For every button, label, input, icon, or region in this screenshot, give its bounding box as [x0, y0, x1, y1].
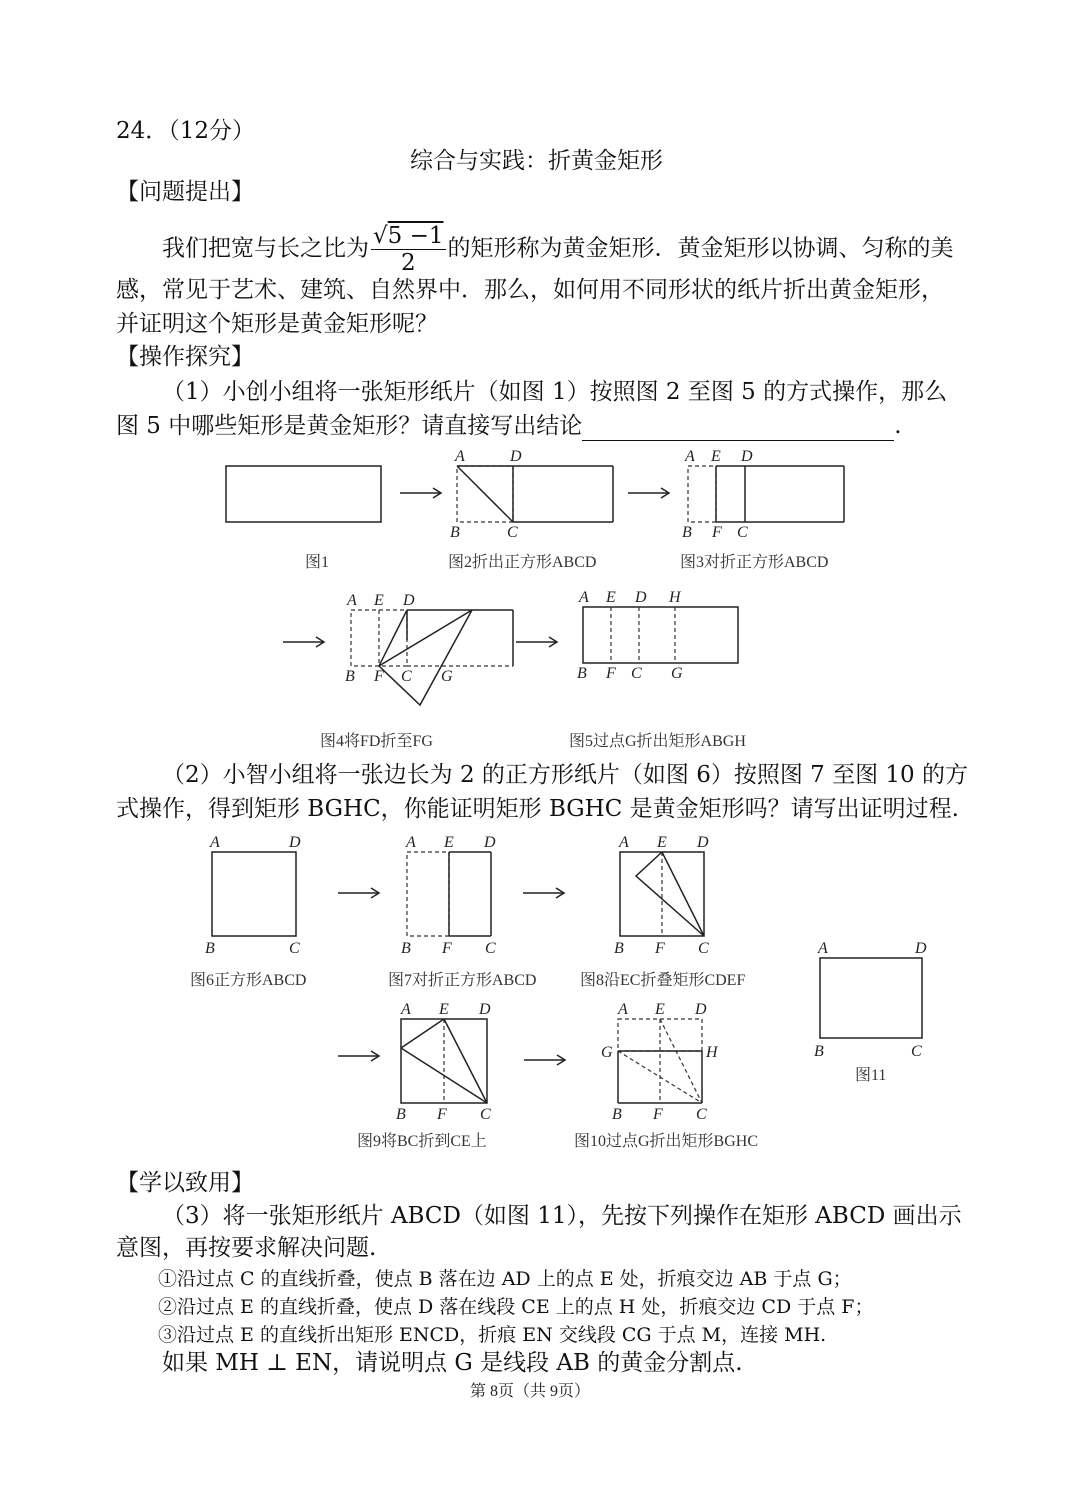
fig11-label-d: D — [915, 940, 927, 957]
fig9-label-a: A — [401, 1001, 411, 1018]
fig4-label-c: C — [401, 668, 412, 685]
golden-ratio-fraction: $\frac{√5 -1}{2}$ — [373, 223, 444, 276]
fig10-label-c: C — [696, 1106, 707, 1123]
q1-period: . — [894, 413, 902, 439]
fig10-label-a: A — [618, 1001, 628, 1018]
fig4-label-f: F — [374, 668, 384, 685]
fig10-label-b: B — [612, 1106, 622, 1123]
fig3-label-b: B — [682, 524, 692, 541]
fig5-label-d: D — [635, 589, 647, 606]
section-heading-apply: 【学以致用】 — [116, 1170, 254, 1196]
q1-text: 图 5 中哪些矩形是黄金矩形？请直接写出结论 — [116, 413, 583, 439]
arrow-right-icon — [338, 1051, 379, 1061]
fig9-label-b: B — [396, 1106, 406, 1123]
fig4-label-g: G — [441, 668, 453, 685]
q3-line1: （3）将一张矩形纸片 ABCD（如图 11），先按下列操作在矩形 ABCD 画出示 — [162, 1203, 962, 1229]
q1-line1: （1）小创小组将一张矩形纸片（如图 1）按照图 2 至图 5 的方式操作，那么 — [162, 379, 948, 405]
arrow-right-icon — [524, 1055, 565, 1065]
definition-text-after: 的矩形称为黄金矩形．黄金矩形以协调、匀称的美 — [447, 235, 954, 262]
fig7-label-b: B — [401, 940, 411, 957]
fig3-label-e: E — [711, 448, 721, 465]
fig10-label-d: D — [695, 1001, 707, 1018]
fig3-label-f: F — [712, 524, 722, 541]
q3-step2: ②沿过点 E 的直线折叠，使点 D 落在线段 CE 上的点 H 处，折痕交边 CD 于点 F； — [158, 1296, 874, 1318]
fig8-label-d: D — [697, 834, 709, 851]
fig3-label-c: C — [737, 524, 748, 541]
fig4-label-a: A — [347, 592, 357, 609]
caption-fig8: 图8沿EC折叠矩形CDEF — [580, 972, 746, 989]
caption-fig5: 图5过点G折出矩形ABGH — [569, 733, 746, 750]
fig11-label-c: C — [911, 1043, 922, 1060]
fig6-square — [212, 852, 296, 936]
fig2-label-a: A — [455, 448, 465, 465]
fig2-label-d: D — [510, 448, 522, 465]
fig8-label-f: F — [655, 940, 665, 957]
fig3-label-a: A — [685, 448, 695, 465]
caption-fig4: 图4将FD折至FG — [320, 733, 433, 750]
fig7-label-f: F — [442, 940, 452, 957]
caption-fig10: 图10过点G折出矩形BGHC — [574, 1133, 759, 1150]
fig5-label-c: C — [631, 665, 642, 682]
fig6-label-c: C — [289, 940, 300, 957]
fig4-label-d: D — [403, 592, 415, 609]
fraction-denominator: 2 — [400, 250, 416, 276]
caption-fig7: 图7对折正方形ABCD — [388, 972, 537, 989]
caption-fig1: 图1 — [305, 554, 330, 571]
fig7-label-e: E — [444, 834, 454, 851]
fig9-label-d: D — [479, 1001, 491, 1018]
q2-line1: （2）小智小组将一张边长为 2 的正方形纸片（如图 6）按照图 7 至图 10 的方 — [162, 762, 968, 788]
arrow-right-icon — [523, 888, 564, 898]
fig3-label-d: D — [741, 448, 753, 465]
fig10-label-f: F — [653, 1106, 663, 1123]
fig4-label-e: E — [374, 592, 384, 609]
fig6-label-b: B — [205, 940, 215, 957]
q3-step1: ①沿过点 C 的直线折叠，使点 B 落在边 AD 上的点 E 处，折痕交边 AB 于点 G； — [158, 1268, 852, 1290]
fig11-rectangle — [820, 958, 922, 1038]
definition-text-before: 我们把宽与长之比为 — [162, 235, 369, 262]
caption-fig9: 图9将BC折到CE上 — [357, 1133, 487, 1150]
fig5-label-b: B — [577, 665, 587, 682]
caption-fig6: 图6正方形ABCD — [190, 972, 307, 989]
q3-line2: 意图，再按要求解决问题. — [116, 1235, 377, 1261]
q3-step3: ③沿过点 E 的直线折出矩形 ENCD，折痕 EN 交线段 CG 于点 M，连接 MH. — [158, 1324, 827, 1346]
fig6-label-d: D — [289, 834, 301, 851]
fig4-label-b: B — [345, 668, 355, 685]
fig10-label-g: G — [601, 1044, 613, 1061]
fig8-label-a: A — [619, 834, 629, 851]
fig8-label-e: E — [657, 834, 667, 851]
fig2-label-b: B — [450, 524, 460, 541]
section-heading-problem: 【问题提出】 — [116, 179, 254, 205]
q3-final: 如果 MH ⊥ EN，请说明点 G 是线段 AB 的黄金分割点. — [162, 1350, 743, 1376]
problem-text-line2: 感，常见于艺术、建筑、自然界中．那么，如何用不同形状的纸片折出黄金矩形， — [116, 277, 944, 303]
q2-line2: 式操作，得到矩形 BGHC，你能证明矩形 BGHC 是黄金矩形吗？请写出证明过程. — [116, 796, 959, 822]
fig11-label-b: B — [814, 1043, 824, 1060]
fig5-label-a: A — [579, 589, 589, 606]
fraction-numerator: 5 −1 — [387, 223, 444, 249]
fig5-label-e: E — [606, 589, 616, 606]
section-heading-explore: 【操作探究】 — [116, 344, 254, 370]
question-number: 24．（12分） — [116, 118, 256, 144]
fig8-label-c: C — [698, 940, 709, 957]
fig10-label-h: H — [706, 1044, 718, 1061]
fig10-label-e: E — [655, 1001, 665, 1018]
fig11-label-a: A — [818, 940, 828, 957]
fig7-label-d: D — [484, 834, 496, 851]
caption-fig3: 图3对折正方形ABCD — [680, 554, 829, 571]
fig8-label-b: B — [614, 940, 624, 957]
arrow-right-icon — [338, 888, 379, 898]
caption-fig11: 图11 — [855, 1067, 887, 1084]
fig5-label-g: G — [671, 665, 683, 682]
page-footer: 第 8页（共 9页） — [470, 1383, 591, 1400]
fig5-label-h: H — [669, 589, 681, 606]
fig7-label-c: C — [485, 940, 496, 957]
question-title: 综合与实践：折黄金矩形 — [410, 148, 663, 174]
fig9-label-c: C — [480, 1106, 491, 1123]
fig9-label-e: E — [439, 1001, 449, 1018]
fig5-label-f: F — [606, 665, 616, 682]
fig2-label-c: C — [507, 524, 518, 541]
fig7-label-a: A — [406, 834, 416, 851]
caption-fig2: 图2折出正方形ABCD — [448, 554, 597, 571]
problem-text-line3: 并证明这个矩形是黄金矩形呢？ — [116, 311, 438, 337]
fig9-label-f: F — [437, 1106, 447, 1123]
fig6-label-a: A — [210, 834, 220, 851]
